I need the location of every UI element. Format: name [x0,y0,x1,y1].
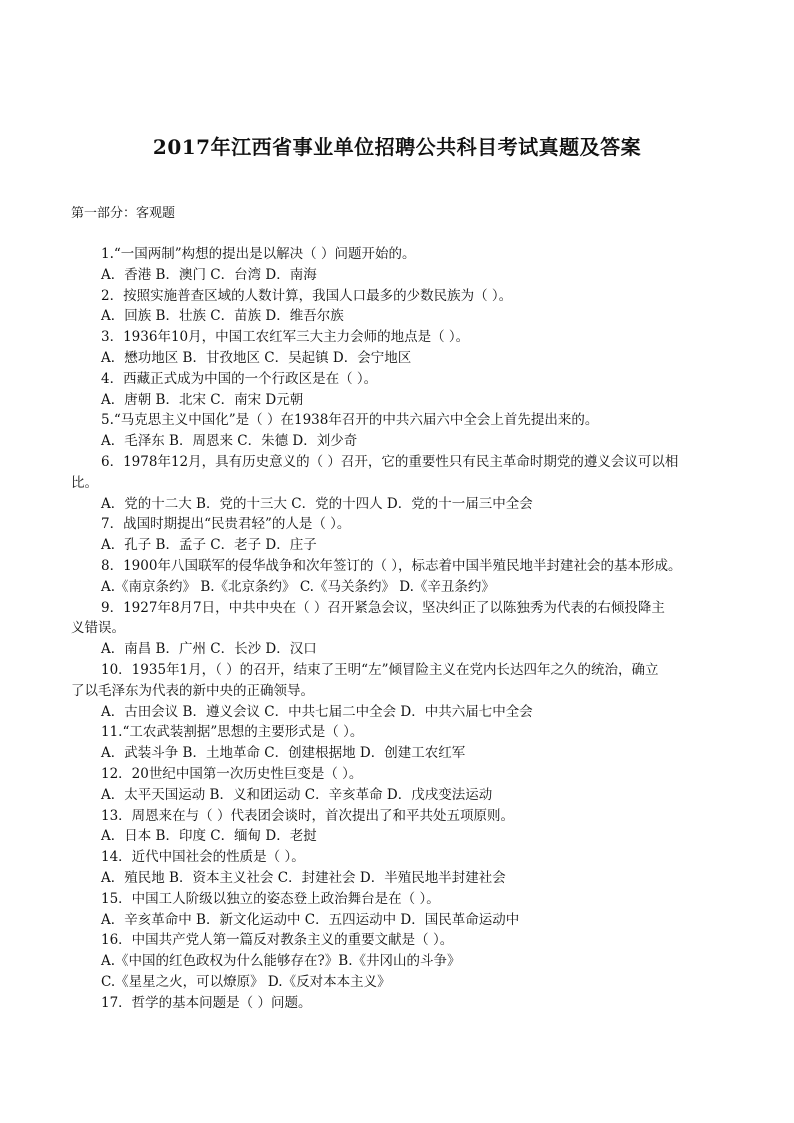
answer-options: A．太平天国运动 B．义和团运动 C．辛亥革命 D．戊戌变法运动 [101,786,493,803]
document-title: 2017年江西省事业单位招聘公共科目考试真题及答案 [152,135,642,159]
question-text: 11.“工农武装割据”思想的主要形式是（ ）。 [101,724,364,741]
question-text: 5.“马克思主义中国化”是（ ）在1938年召开的中共六届六中全会上首先提出来的。 [101,412,599,429]
answer-options: A．孔子 B．孟子 C．老子 D．庄子 [101,537,317,554]
question-text-continued: 义错误。 [71,620,125,637]
question-text: 6．1978年12月，具有历史意义的（ ）召开，它的重要性只有民主革命时期党的遵义会议可以相 [101,453,679,470]
question-text-continued: 了以毛泽东为代表的新中央的正确领导。 [71,682,314,699]
answer-options: A.《中国的红色政权为什么能够存在?》B.《井冈山的斗争》 [101,953,461,970]
question-text: 15．中国工人阶级以独立的姿态登上政治舞台是在（ ）。 [101,890,440,907]
answer-options: A．武装斗争 B．土地革命 C．创建根据地 D．创建工农红军 [101,745,466,762]
answer-options: A．殖民地 B．资本主义社会 C．封建社会 D．半殖民地半封建社会 [101,869,506,886]
answer-options: A．毛泽东 B．周恩来 C．朱德 D．刘少奇 [101,433,358,450]
question-text: 3．1936年10月，中国工农红军三大主力会师的地点是（ ）。 [101,329,470,346]
question-text: 16．中国共产党人第一篇反对教条主义的重要文献是（ ）。 [101,932,454,949]
question-text: 8．1900年八国联军的侵华战争和次年签订的（ ），标志着中国半殖民地半封建社会的基本形成。 [101,557,682,574]
question-text: 10．1935年1月，（ ）的召开，结束了王明“左”倾冒险主义在党内长达四年之久的统治，确立 [101,661,659,678]
answer-options: A.《南京条约》 B.《北京条约》 C.《马关条约》 D.《辛丑条约》 [101,578,495,595]
question-text: 1.“一国两制”构想的提出是以解决（ ）问题开始的。 [101,246,416,262]
answer-options: A．懋功地区 B．甘孜地区 C．吴起镇 D．会宁地区 [101,349,412,366]
question-text: 17．哲学的基本问题是（ ）问题。 [101,994,312,1011]
question-text: 9．1927年8月7日，中共中央在（ ）召开紧急会议，坚决纠正了以陈独秀为代表的右倾投降主 [101,599,665,616]
question-text-continued: 比。 [71,474,98,491]
answer-options: A．古田会议 B．遵义会议 C．中共七届二中全会 D．中共六届七中全会 [101,703,533,720]
answer-options: A．回族 B．壮族 C．苗族 D．维吾尔族 [101,308,344,325]
question-text: 7．战国时期提出“民贵君轻”的人是（ ）。 [101,516,351,533]
question-text: 4．西藏正式成为中国的一个行政区是在（ ）。 [101,370,378,387]
question-text: 2．按照实施普查区域的人数计算，我国人口最多的少数民族为（ ）。 [101,287,513,304]
question-text: 13．周恩来在与（ ）代表团会谈时，首次提出了和平共处五项原则。 [101,807,514,824]
question-text: 14．近代中国社会的性质是（ ）。 [101,849,305,866]
answer-options: A．日本 B．印度 C．缅甸 D．老挝 [101,828,317,845]
answer-options: A．党的十二大 B．党的十三大 C．党的十四人 D．党的十一届三中全会 [101,495,533,512]
answer-options: C.《星星之火，可以燎原》 D.《反对本本主义》 [101,973,391,990]
question-text: 12．20世纪中国第一次历史性巨变是（ ）。 [101,765,363,782]
answer-options: A．南昌 B．广州 C．长沙 D．汉口 [101,641,317,658]
answer-options: A．唐朝 B．北宋 C．南宋 D元朝 [101,391,304,408]
answer-options: A．香港 B．澳门 C．台湾 D．南海 [101,266,317,283]
question-list [71,244,721,1013]
answer-options: A．辛亥革命中 B．新文化运动中 C．五四运动中 D．国民革命运动中 [101,911,520,928]
section-heading: 第一部分：客观题 [71,206,176,221]
